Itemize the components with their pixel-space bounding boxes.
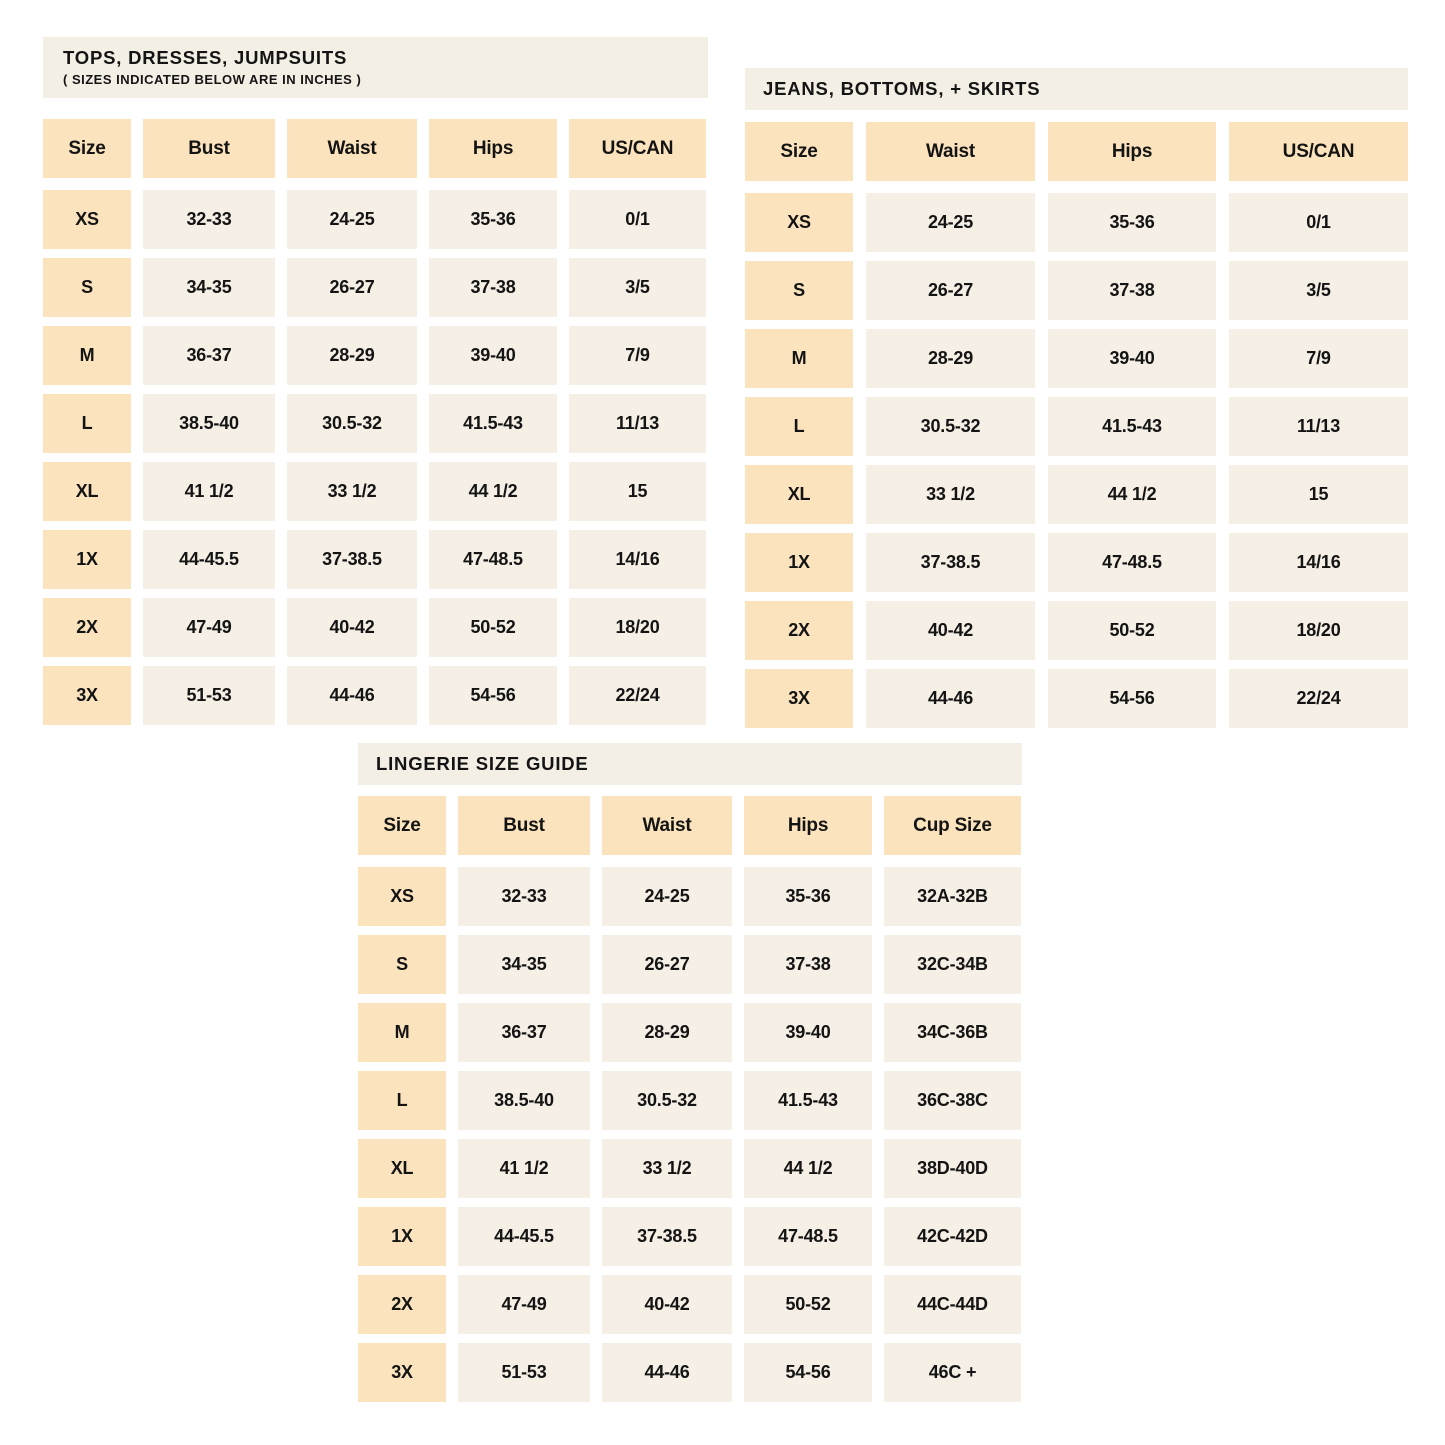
measurement-cell: 38.5-40 [143, 394, 275, 453]
column-header: Hips [744, 796, 872, 855]
measurement-cell: 34-35 [458, 935, 590, 994]
measurement-cell: 15 [1229, 465, 1408, 524]
measurement-cell: 22/24 [569, 666, 706, 725]
measurement-cell: 26-27 [287, 258, 417, 317]
jeans-table-grid [745, 122, 1408, 728]
measurement-cell: 11/13 [569, 394, 706, 453]
measurement-cell: 44-46 [602, 1343, 732, 1402]
measurement-cell: 0/1 [1229, 193, 1408, 252]
measurement-cell: 32-33 [143, 190, 275, 249]
column-header: Hips [429, 119, 557, 178]
size-label-cell: M [745, 329, 853, 388]
measurement-cell: 32A-32B [884, 867, 1021, 926]
tops-table-title: TOPS, DRESSES, JUMPSUITS [63, 47, 348, 68]
column-header: Waist [866, 122, 1035, 181]
measurement-cell: 47-49 [143, 598, 275, 657]
measurement-cell: 47-49 [458, 1275, 590, 1334]
measurement-cell: 39-40 [429, 326, 557, 385]
measurement-cell: 14/16 [569, 530, 706, 589]
measurement-cell: 40-42 [287, 598, 417, 657]
size-label-cell: 3X [745, 669, 853, 728]
measurement-cell: 37-38.5 [866, 533, 1035, 592]
lingerie-header-row [358, 796, 1022, 855]
table-row [358, 1275, 1022, 1334]
measurement-cell: 33 1/2 [866, 465, 1035, 524]
table-row [745, 669, 1408, 728]
size-label-cell: M [358, 1003, 446, 1062]
size-label-cell: S [358, 935, 446, 994]
table-row [43, 530, 708, 589]
measurement-cell: 44 1/2 [744, 1139, 872, 1198]
size-label-cell: M [43, 326, 131, 385]
measurement-cell: 33 1/2 [602, 1139, 732, 1198]
table-row [43, 326, 708, 385]
table-row [43, 190, 708, 249]
table-row [745, 261, 1408, 320]
measurement-cell: 7/9 [569, 326, 706, 385]
size-label-cell: XS [43, 190, 131, 249]
jeans-bottoms-skirts-table [745, 68, 1408, 728]
measurement-cell: 33 1/2 [287, 462, 417, 521]
column-header: Hips [1048, 122, 1216, 181]
table-row [358, 867, 1022, 926]
measurement-cell: 28-29 [866, 329, 1035, 388]
measurement-cell: 37-38 [744, 935, 872, 994]
measurement-cell: 36-37 [458, 1003, 590, 1062]
measurement-cell: 40-42 [866, 601, 1035, 660]
measurement-cell: 37-38.5 [602, 1207, 732, 1266]
measurement-cell: 38.5-40 [458, 1071, 590, 1130]
measurement-cell: 47-48.5 [429, 530, 557, 589]
table-row [358, 1343, 1022, 1402]
measurement-cell: 37-38 [429, 258, 557, 317]
measurement-cell: 44-45.5 [143, 530, 275, 589]
tops-table-subtitle: ( SIZES INDICATED BELOW ARE IN INCHES ) [63, 72, 362, 87]
jeans-header-row [745, 122, 1408, 181]
column-header: Bust [458, 796, 590, 855]
measurement-cell: 39-40 [744, 1003, 872, 1062]
table-row [745, 397, 1408, 456]
measurement-cell: 36C-38C [884, 1071, 1021, 1130]
measurement-cell: 30.5-32 [287, 394, 417, 453]
measurement-cell: 32-33 [458, 867, 590, 926]
measurement-cell: 28-29 [602, 1003, 732, 1062]
size-label-cell: 2X [745, 601, 853, 660]
measurement-cell: 35-36 [1048, 193, 1216, 252]
measurement-cell: 44 1/2 [1048, 465, 1216, 524]
measurement-cell: 41.5-43 [1048, 397, 1216, 456]
table-row [358, 1139, 1022, 1198]
column-header: Size [43, 119, 131, 178]
measurement-cell: 18/20 [569, 598, 706, 657]
measurement-cell: 34-35 [143, 258, 275, 317]
measurement-cell: 0/1 [569, 190, 706, 249]
measurement-cell: 44-45.5 [458, 1207, 590, 1266]
measurement-cell: 7/9 [1229, 329, 1408, 388]
size-label-cell: 1X [43, 530, 131, 589]
measurement-cell: 37-38.5 [287, 530, 417, 589]
measurement-cell: 3/5 [569, 258, 706, 317]
measurement-cell: 14/16 [1229, 533, 1408, 592]
measurement-cell: 3/5 [1229, 261, 1408, 320]
size-label-cell: 3X [358, 1343, 446, 1402]
measurement-cell: 26-27 [866, 261, 1035, 320]
measurement-cell: 54-56 [744, 1343, 872, 1402]
column-header: US/CAN [569, 119, 706, 178]
measurement-cell: 51-53 [143, 666, 275, 725]
table-row [358, 1207, 1022, 1266]
table-row [43, 666, 708, 725]
measurement-cell: 22/24 [1229, 669, 1408, 728]
table-row [358, 1003, 1022, 1062]
size-label-cell: XS [745, 193, 853, 252]
measurement-cell: 41.5-43 [429, 394, 557, 453]
measurement-cell: 24-25 [602, 867, 732, 926]
measurement-cell: 50-52 [744, 1275, 872, 1334]
table-row [745, 601, 1408, 660]
measurement-cell: 47-48.5 [744, 1207, 872, 1266]
size-label-cell: S [745, 261, 853, 320]
measurement-cell: 41 1/2 [143, 462, 275, 521]
column-header: Size [745, 122, 853, 181]
table-row [745, 329, 1408, 388]
tops-header-row [43, 119, 708, 178]
column-header: Cup Size [884, 796, 1021, 855]
measurement-cell: 44-46 [866, 669, 1035, 728]
tops-table-title-banner [43, 37, 708, 98]
measurement-cell: 44 1/2 [429, 462, 557, 521]
measurement-cell: 42C-42D [884, 1207, 1021, 1266]
measurement-cell: 51-53 [458, 1343, 590, 1402]
measurement-cell: 24-25 [287, 190, 417, 249]
measurement-cell: 34C-36B [884, 1003, 1021, 1062]
table-row [43, 394, 708, 453]
measurement-cell: 44C-44D [884, 1275, 1021, 1334]
table-row [43, 598, 708, 657]
size-label-cell: L [358, 1071, 446, 1130]
measurement-cell: 41.5-43 [744, 1071, 872, 1130]
measurement-cell: 37-38 [1048, 261, 1216, 320]
tops-dresses-jumpsuits-table [43, 37, 708, 725]
table-row [358, 935, 1022, 994]
tops-table-grid [43, 119, 708, 725]
column-header: Bust [143, 119, 275, 178]
measurement-cell: 44-46 [287, 666, 417, 725]
size-label-cell: XS [358, 867, 446, 926]
jeans-table-title-banner [745, 68, 1408, 110]
measurement-cell: 15 [569, 462, 706, 521]
measurement-cell: 26-27 [602, 935, 732, 994]
measurement-cell: 35-36 [744, 867, 872, 926]
column-header: Waist [287, 119, 417, 178]
measurement-cell: 39-40 [1048, 329, 1216, 388]
measurement-cell: 28-29 [287, 326, 417, 385]
size-label-cell: 3X [43, 666, 131, 725]
measurement-cell: 40-42 [602, 1275, 732, 1334]
size-label-cell: XL [43, 462, 131, 521]
measurement-cell: 47-48.5 [1048, 533, 1216, 592]
lingerie-table-grid [358, 796, 1022, 1402]
measurement-cell: 38D-40D [884, 1139, 1021, 1198]
measurement-cell: 36-37 [143, 326, 275, 385]
table-row [358, 1071, 1022, 1130]
column-header: US/CAN [1229, 122, 1408, 181]
measurement-cell: 46C + [884, 1343, 1021, 1402]
measurement-cell: 11/13 [1229, 397, 1408, 456]
lingerie-size-guide-table [358, 743, 1022, 1402]
measurement-cell: 30.5-32 [866, 397, 1035, 456]
measurement-cell: 54-56 [429, 666, 557, 725]
table-row [43, 258, 708, 317]
measurement-cell: 18/20 [1229, 601, 1408, 660]
column-header: Waist [602, 796, 732, 855]
measurement-cell: 54-56 [1048, 669, 1216, 728]
size-label-cell: 2X [43, 598, 131, 657]
size-label-cell: L [745, 397, 853, 456]
table-row [745, 533, 1408, 592]
size-label-cell: S [43, 258, 131, 317]
jeans-table-title: JEANS, BOTTOMS, + SKIRTS [763, 78, 1041, 99]
measurement-cell: 32C-34B [884, 935, 1021, 994]
lingerie-table-title: LINGERIE SIZE GUIDE [376, 753, 589, 774]
measurement-cell: 50-52 [429, 598, 557, 657]
size-label-cell: XL [745, 465, 853, 524]
measurement-cell: 24-25 [866, 193, 1035, 252]
size-label-cell: 1X [358, 1207, 446, 1266]
measurement-cell: 41 1/2 [458, 1139, 590, 1198]
size-label-cell: L [43, 394, 131, 453]
lingerie-table-title-banner [358, 743, 1022, 785]
size-label-cell: XL [358, 1139, 446, 1198]
table-row [745, 193, 1408, 252]
size-label-cell: 1X [745, 533, 853, 592]
table-row [745, 465, 1408, 524]
size-label-cell: 2X [358, 1275, 446, 1334]
table-row [43, 462, 708, 521]
measurement-cell: 30.5-32 [602, 1071, 732, 1130]
measurement-cell: 35-36 [429, 190, 557, 249]
measurement-cell: 50-52 [1048, 601, 1216, 660]
column-header: Size [358, 796, 446, 855]
